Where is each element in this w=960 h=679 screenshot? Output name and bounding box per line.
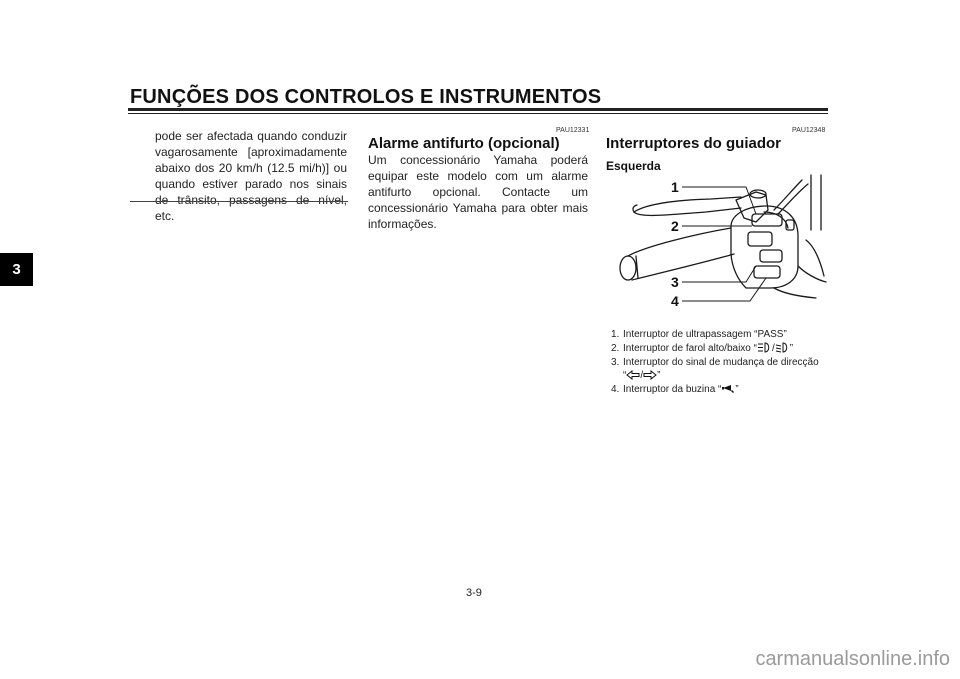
turn-left-icon	[626, 370, 640, 380]
low-beam-icon	[775, 342, 790, 353]
subheading-left: Esquerda	[606, 159, 661, 173]
callout-2: 2	[671, 218, 679, 234]
chapter-tab: 3	[0, 253, 33, 286]
page-number: 3-9	[466, 587, 482, 599]
horn-icon	[721, 383, 735, 394]
header-rule	[128, 108, 828, 114]
section-heading-alarm: Alarme antifurto (opcional)	[368, 135, 560, 152]
page-title: FUNÇÕES DOS CONTROLOS E INSTRUMENTOS	[130, 86, 602, 108]
alarm-paragraph: Um concessionário Yamaha poderá equipar este modelo com um alarme antifurto opcional. Contacte um concessionário Yamaha para obter mais informações.	[368, 153, 588, 231]
handlebar-illustration	[606, 170, 828, 315]
section-code: PAU12348	[792, 127, 826, 134]
legend-item: 4. Interruptor da buzina “ ”	[611, 384, 739, 395]
illustration-legend	[611, 328, 821, 397]
callout-1: 1	[671, 179, 679, 195]
high-beam-icon	[757, 342, 772, 353]
watermark: carmanualsonline.info	[755, 648, 950, 670]
turn-right-icon	[643, 370, 657, 380]
section-divider	[130, 201, 348, 202]
legend-item: 1. Interruptor de ultrapassagem “PASS”	[611, 329, 787, 340]
callout-3: 3	[671, 274, 679, 290]
section-heading-handlebar-switches: Interruptores do guiador	[606, 135, 782, 152]
legend-item: 3. Interruptor do sinal de mudança de direcção “ / ”	[611, 357, 819, 381]
callout-4: 4	[671, 293, 679, 309]
column1-text: pode ser afectada quando conduzir vagarosamente [aproximadamente abaixo dos 20 km/h (12.5 mi/h)] ou quando estiver parado nos sinais de trânsito, passagens de nível, etc.	[155, 129, 347, 223]
legend-item: 2. Interruptor de farol alto/baixo “ / ”	[611, 343, 794, 354]
section-code: PAU12331	[556, 127, 590, 134]
